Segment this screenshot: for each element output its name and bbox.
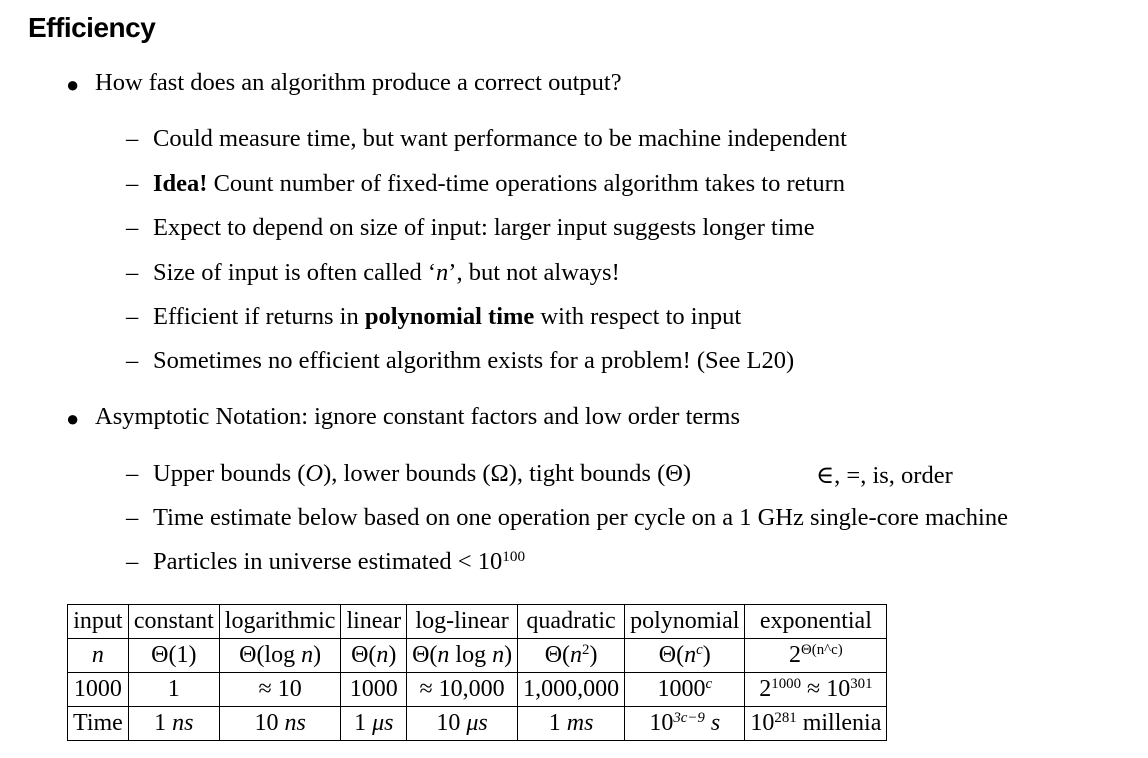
table-cell: 1000$^c$ <box>625 673 745 707</box>
table-cell: Θ(n) <box>341 639 407 673</box>
bullet-icon: ● <box>66 406 80 431</box>
table-header: input <box>68 605 129 639</box>
idea-label: Idea! <box>153 170 208 197</box>
page-title: Efficiency <box>28 12 156 43</box>
table-cell: ≈ 10,000 <box>407 673 518 707</box>
list-item: Expect to depend on size of input: larger input suggests longer time <box>153 214 815 241</box>
table-header: constant <box>128 605 219 639</box>
bullet-asymptotic: Asymptotic Notation: ignore constant factors and low order terms <box>95 403 741 430</box>
dash-icon: – <box>126 347 139 374</box>
table-cell: ≈ 10 <box>219 673 341 707</box>
table-cell: 1000 <box>341 673 407 707</box>
table-cell: 1 ms <box>518 707 625 741</box>
relations-note: ∈, =, is, order <box>816 462 953 489</box>
table-header: exponential <box>745 605 887 639</box>
dash-icon: – <box>126 259 139 286</box>
table-header: logarithmic <box>219 605 341 639</box>
table-header: quadratic <box>518 605 625 639</box>
table-cell: Θ(n log n) <box>407 639 518 673</box>
table-cell: 1000 <box>68 673 129 707</box>
list-item: Size of input is often called ‘n’, but not always! <box>153 259 620 286</box>
table-cell: Θ(1) <box>128 639 219 673</box>
table-row <box>68 707 887 741</box>
table-cell: $2^{\Theta(n\^{}c)}$ <box>745 639 887 673</box>
table-cell: $\Theta(n^2)$ <box>518 639 625 673</box>
efficiency-table <box>67 604 887 741</box>
table-cell: 10 ns <box>219 707 341 741</box>
dash-icon: – <box>126 548 139 575</box>
list-item: Upper bounds (O), lower bounds (Ω), tight bounds (Θ) <box>153 460 692 487</box>
dash-icon: – <box>126 170 139 197</box>
table-cell: n <box>68 639 129 673</box>
list-item: Particles in universe estimated < $10^{100}$ <box>153 547 526 575</box>
table-row <box>68 639 887 673</box>
table-cell: $10^{281}$ millenia <box>745 707 887 741</box>
list-item: Time estimate below based on one operation per cycle on a 1 GHz single-core machine <box>153 504 1008 531</box>
table-cell: 1 μs <box>341 707 407 741</box>
table-cell: $10^{3c-9}$ s <box>625 707 745 741</box>
table-cell: 1,000,000 <box>518 673 625 707</box>
dash-icon: – <box>126 125 139 152</box>
table-cell: Θ(log n) <box>219 639 341 673</box>
list-item: Efficient if returns in polynomial time with respect to input <box>153 303 742 330</box>
table-cell: 1 <box>128 673 219 707</box>
table-header: polynomial <box>625 605 745 639</box>
table-header: linear <box>341 605 407 639</box>
table-cell: 10 μs <box>407 707 518 741</box>
list-item: Idea! Count number of fixed-time operations algorithm takes to return <box>153 170 845 197</box>
table-row <box>68 605 887 639</box>
dash-icon: – <box>126 504 139 531</box>
bullet-question: How fast does an algorithm produce a correct output? <box>95 69 622 96</box>
table-cell: 1 ns <box>128 707 219 741</box>
table-cell: $2^{1000} \approx 10^{301}$ <box>745 673 887 707</box>
list-item: Sometimes no efficient algorithm exists for a problem! (See L20) <box>153 347 795 374</box>
dash-icon: – <box>126 460 139 487</box>
bullet-icon: ● <box>66 72 80 97</box>
table-cell: Time <box>68 707 129 741</box>
dash-icon: – <box>126 214 139 241</box>
list-item: Could measure time, but want performance to be machine independent <box>153 125 847 152</box>
table-row <box>68 673 887 707</box>
dash-icon: – <box>126 303 139 330</box>
table-header: log-linear <box>407 605 518 639</box>
table-cell: $\Theta(n^c)$ <box>625 639 745 673</box>
